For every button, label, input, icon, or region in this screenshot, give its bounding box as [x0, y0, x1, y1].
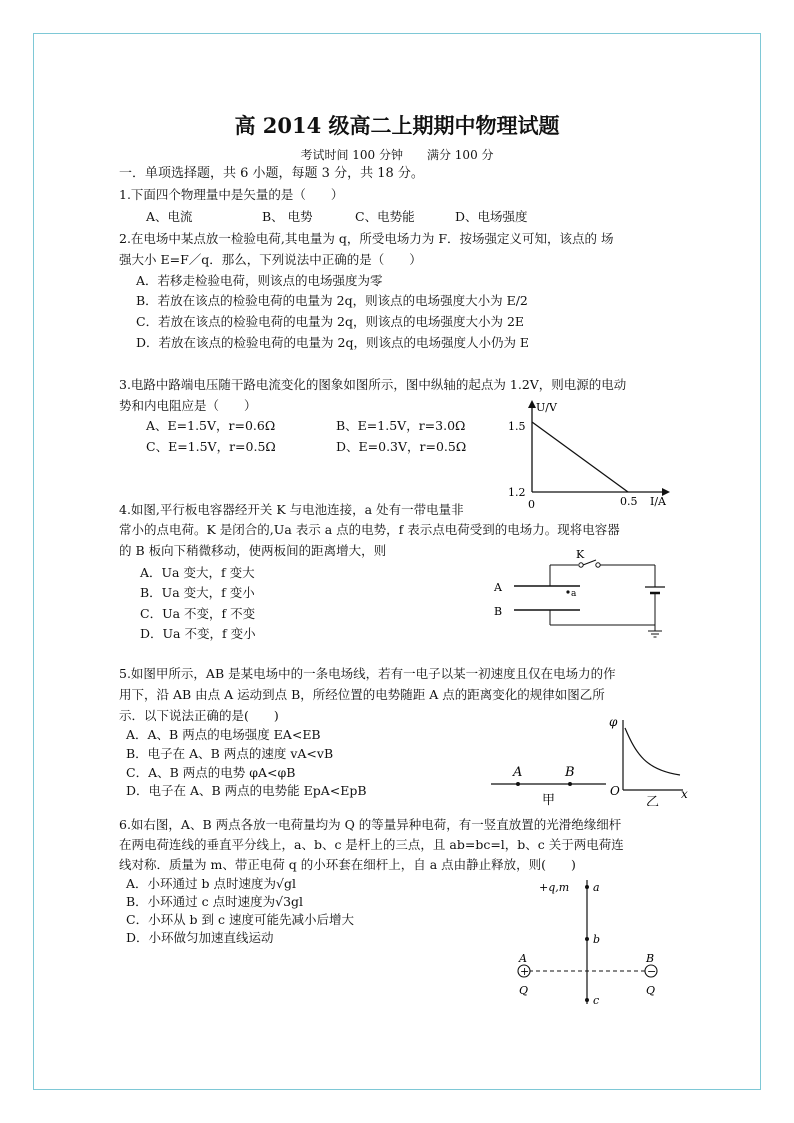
switch-contact-icon: [579, 563, 583, 567]
q5-option-c: C．A、B 两点的电势 φA<φB: [126, 765, 296, 780]
charge-b-q: Q: [646, 984, 656, 997]
q3-stem-line1: 3.电路中路端电压随干路电流变化的图象如图所示，图中纵轴的起点为 1.2V，则电源的电动: [119, 377, 627, 392]
q1-option-d: D、电场强度: [455, 209, 528, 224]
q5-option-a: A．A、B 两点的电场强度 EA<EB: [126, 727, 321, 742]
q6-option-d: D．小环做匀加速直线运动: [126, 930, 274, 945]
q1-option-b: B、 电势: [262, 209, 313, 224]
exam-info: 考试时间 100 分钟 满分 100 分: [300, 148, 494, 162]
x-axis-label: I/A: [650, 495, 666, 508]
point-charge: [566, 590, 569, 593]
origin-label: O: [610, 784, 620, 798]
q4-stem-line1: 4.如图,平行板电容器经开关 K 与电池连接，a 处有一带电量非: [119, 502, 464, 517]
figure-jia-label: 甲: [542, 793, 556, 806]
y-axis-label: U/V: [536, 401, 557, 414]
positive-sign: +: [520, 965, 530, 978]
q3-ui-graph: [480, 392, 680, 510]
q2-option-a: A．若移走检验电荷，则该点的电场强度为零: [136, 273, 383, 288]
q4-option-d: D．Ua 不变，f 变小: [140, 626, 256, 641]
page-title: 高 2014 级高二上期期中物理试题: [234, 113, 560, 138]
switch-contact-icon: [596, 563, 600, 567]
q4-capacitor-circuit: [490, 545, 680, 640]
point-b-dot: [568, 782, 572, 786]
q4-option-a: A．Ua 变大，f 变大: [140, 565, 255, 580]
q6-stem-line3: 线对称．质量为 m、带正电荷 q 的小环套在细杆上，自 a 点由静止释放，则( ): [119, 857, 576, 872]
plate-a-label: A: [494, 581, 502, 594]
q6-option-a: A．小环通过 b 点时速度为√gl: [126, 876, 296, 891]
switch-label: K: [576, 548, 585, 561]
q2-stem-line1: 2.在电场中某点放一检验电荷,其电量为 q，所受电场力为 F．按场强定义可知，该点的 场: [119, 231, 614, 246]
q3-option-b: B、E=1.5V，r=3.0Ω: [336, 418, 466, 433]
q6-stem-line1: 6.如右图，A、B 两点各放一电荷量均为 Q 的等量异种电荷，有一竖直放置的光滑绝缘细杆: [119, 817, 622, 832]
q3-option-c: C、E=1.5V，r=0.5Ω: [146, 439, 276, 454]
q2-option-c: C．若放在该点的检验电荷的电量为 2q，则该点的电场强度大小为 2E: [136, 314, 525, 329]
charge-a-label: A: [519, 952, 527, 965]
negative-sign: −: [647, 965, 657, 978]
switch-blade: [583, 560, 596, 565]
point-c-label: c: [593, 994, 600, 1007]
q1-option-a: A、电流: [146, 209, 193, 224]
q4-stem-line2: 常小的点电荷。K 是闭合的,Ua 表示 a 点的电势，f 表示点电荷受到的电场力。现将电容器: [119, 522, 620, 537]
x-tick-origin: 0: [528, 498, 535, 510]
point-b-label: b: [593, 933, 601, 946]
q5-stem-line1: 5.如图甲所示，AB 是某电场中的一条电场线，若有一电子以某一初速度且仅在电场力的作: [119, 666, 616, 681]
figure-yi-label: 乙: [646, 795, 660, 806]
q6-option-c: C．小环从 b 到 c 速度可能先减小后增大: [126, 912, 354, 927]
charge-a-q: Q: [519, 984, 529, 997]
y-axis-arrow-icon: [528, 400, 536, 408]
q6-charges-rod-figure: [505, 876, 670, 1011]
point-a-dot: [585, 885, 589, 889]
q5-option-b: B．电子在 A、B 两点的速度 vA<vB: [126, 746, 334, 761]
q5-field-figures: [488, 708, 698, 806]
point-a-label: A: [513, 765, 523, 780]
q2-stem-line2: 强大小 E=F／q．那么，下列说法中正确的是（ ）: [119, 252, 422, 267]
point-c-dot: [585, 998, 589, 1002]
plate-b-label: B: [494, 605, 503, 618]
x-label: x: [681, 787, 688, 801]
point-a-dot: [516, 782, 520, 786]
q3-stem-line2: 势和内电阻应是（ ）: [119, 398, 257, 413]
q2-option-b: B．若放在该点的检验电荷的电量为 2q，则该点的电场强度大小为 E/2: [136, 293, 528, 308]
x-tick-end: 0.5: [620, 495, 638, 508]
y-tick-top: 1.5: [508, 420, 526, 433]
q5-stem-line3: 示．以下说法正确的是( ): [119, 708, 279, 723]
q4-option-c: C．Ua 不变，f 不变: [140, 606, 256, 621]
ring-label: +q,m: [539, 881, 570, 894]
q6-option-b: B．小环通过 c 点时速度为√3gl: [126, 894, 304, 909]
point-a-label: a: [593, 881, 600, 894]
q4-stem-line3: 的 B 板向下稍微移动，使两板间的距离增大，则: [119, 543, 387, 558]
y-tick-origin: 1.2: [508, 486, 526, 499]
point-b-label: B: [565, 765, 575, 780]
q1-stem: 1.下面四个物理量中是矢量的是（ ）: [119, 187, 344, 202]
q6-stem-line2: 在两电荷连线的垂直平分线上，a、b、c 是杆上的三点，且 ab=bc=l，b、c 关于两电荷连: [119, 837, 624, 852]
q4-option-b: B．Ua 变大，f 变小: [140, 585, 255, 600]
point-b-dot: [585, 937, 589, 941]
q3-option-a: A、E=1.5V，r=0.6Ω: [146, 418, 276, 433]
potential-curve: [625, 728, 680, 775]
q2-option-d: D．若放在该点的检验电荷的电量为 2q，则该点的电场强度人小仍为 E: [136, 335, 530, 350]
q1-option-c: C、电势能: [355, 209, 415, 224]
q3-option-d: D、E=0.3V，r=0.5Ω: [336, 439, 467, 454]
ui-line: [532, 422, 628, 492]
point-label: a: [571, 589, 577, 599]
q5-stem-line2: 用下，沿 AB 由点 A 运动到点 B，所经位置的电势随距 A 点的距离变化的规律如图乙所: [119, 687, 605, 702]
charge-b-label: B: [646, 952, 655, 965]
phi-label: φ: [609, 715, 618, 729]
q5-option-d: D．电子在 A、B 两点的电势能 EpA<EpB: [126, 783, 367, 798]
section-heading: 一．单项选择题，共 6 小题，每题 3 分，共 18 分。: [119, 166, 424, 181]
